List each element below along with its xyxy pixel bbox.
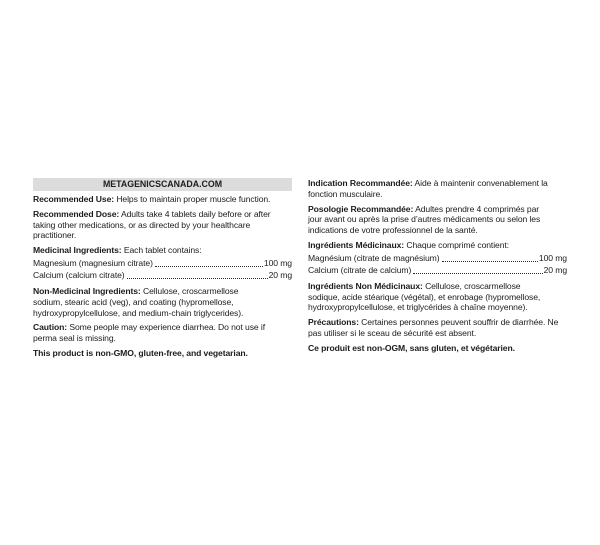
dot-leader	[155, 266, 263, 267]
recommended-use-label: Recommended Use:	[33, 194, 115, 204]
medicinal-ingredients-list	[33, 256, 292, 281]
ingredient-amount: 100 mg	[263, 257, 292, 268]
ingredient-row-magnesium	[33, 257, 292, 269]
text-line: Chaque comprimé contient:	[406, 239, 509, 250]
dot-leader	[413, 273, 542, 274]
ingredients-medicinaux-paragraph	[308, 240, 567, 251]
product-claim-statement: This product is non-GMO, gluten-free, and vegetarian.	[33, 347, 248, 358]
caution-paragraph	[33, 322, 292, 344]
recommended-dose-label: Recommended Dose:	[33, 208, 120, 219]
text-line: sodique, acide stéarique (végétal), et enrobage (hypromellose,	[308, 291, 541, 302]
dot-leader	[442, 261, 538, 262]
text-line: Each tablet contains:	[123, 245, 202, 256]
text-line: Adults take 4 tablets daily before or after	[121, 208, 271, 219]
ingredients-non-medicinaux-label: Ingrédients Non Médicinaux:	[308, 280, 423, 291]
product-claim-statement-fr: Ce produit est non-OGM, sans gluten, et végétarien.	[308, 342, 515, 353]
text-line: Adultes prendre 4 comprimés par	[415, 203, 540, 214]
non-medicinal-ingredients-paragraph	[33, 286, 292, 318]
non-medicinal-ingredients-label: Non-Medicinal Ingredients:	[33, 285, 141, 296]
text-line: Some people may experience diarrhea. Do not use if	[69, 322, 265, 333]
text-line: hydroxypropylcellulose, and medium-chain triglycerides).	[33, 307, 244, 318]
caution-label: Caution:	[33, 322, 68, 333]
ingredient-name: Calcium (calcium citrate)	[33, 269, 125, 280]
ingredient-amount: 100 mg	[538, 252, 567, 263]
ingredient-name: Magnesium (magnesium citrate)	[33, 257, 153, 268]
posologie-recommandee-paragraph	[308, 204, 567, 236]
text-line: sodium, stearic acid (veg), and coating (hypromellose,	[33, 296, 234, 307]
english-column	[33, 178, 292, 363]
text-line: Helps to maintain proper muscle function.	[116, 194, 271, 204]
product-label-text-panel	[33, 178, 567, 363]
ingredient-name: Magnésium (citrate de magnésium)	[308, 252, 440, 263]
text-line: Aide à maintenir convenablement la	[414, 178, 548, 188]
text-line: Certaines personnes peuvent souffrir de diarrhée. Ne	[361, 317, 559, 328]
text-line: pas utiliser si le sceau de sécurité est absent.	[308, 327, 477, 338]
text-line: Cellulose, croscarmellose	[425, 280, 521, 291]
ingredient-row-magnesium-fr	[308, 252, 567, 264]
ingredient-row-calcium-fr	[308, 264, 567, 276]
precautions-label: Précautions:	[308, 317, 359, 328]
ingredient-name: Calcium (citrate de calcium)	[308, 264, 412, 275]
indication-recommandee-paragraph	[308, 178, 567, 200]
text-line: perma seal is missing.	[33, 333, 116, 344]
posologie-recommandee-label: Posologie Recommandée:	[308, 203, 414, 214]
website-banner: METAGENICSCANADA.COM	[33, 178, 292, 191]
ingredients-non-medicinaux-paragraph	[308, 281, 567, 313]
ingredient-amount: 20 mg	[268, 269, 292, 280]
precautions-paragraph	[308, 317, 567, 339]
dot-leader	[127, 278, 268, 279]
text-line: practitioner.	[33, 230, 77, 241]
text-line: hydroxypropylcellulose, et triglycérides à chaîne moyenne).	[308, 302, 528, 313]
medicinal-ingredients-label: Medicinal Ingredients:	[33, 245, 122, 256]
ingredient-amount: 20 mg	[543, 264, 567, 275]
text-line: jour avant ou après la prise d’autres médicaments ou selon les	[308, 214, 541, 225]
ingredients-medicinaux-list	[308, 251, 567, 276]
recommended-use-paragraph	[33, 194, 292, 205]
text-line: Cellulose, croscarmellose	[143, 285, 239, 296]
text-line: indications de votre professionnel de la santé.	[308, 225, 478, 236]
french-column	[308, 178, 567, 358]
ingredients-medicinaux-label: Ingrédients Médicinaux:	[308, 239, 405, 250]
medicinal-ingredients-paragraph	[33, 245, 292, 256]
text-line: fonction musculaire.	[308, 188, 383, 199]
ingredient-row-calcium	[33, 269, 292, 281]
recommended-dose-paragraph	[33, 209, 292, 241]
text-line: taking other medications, or as directed by your healthcare	[33, 219, 251, 230]
indication-recommandee-label: Indication Recommandée:	[308, 178, 413, 188]
